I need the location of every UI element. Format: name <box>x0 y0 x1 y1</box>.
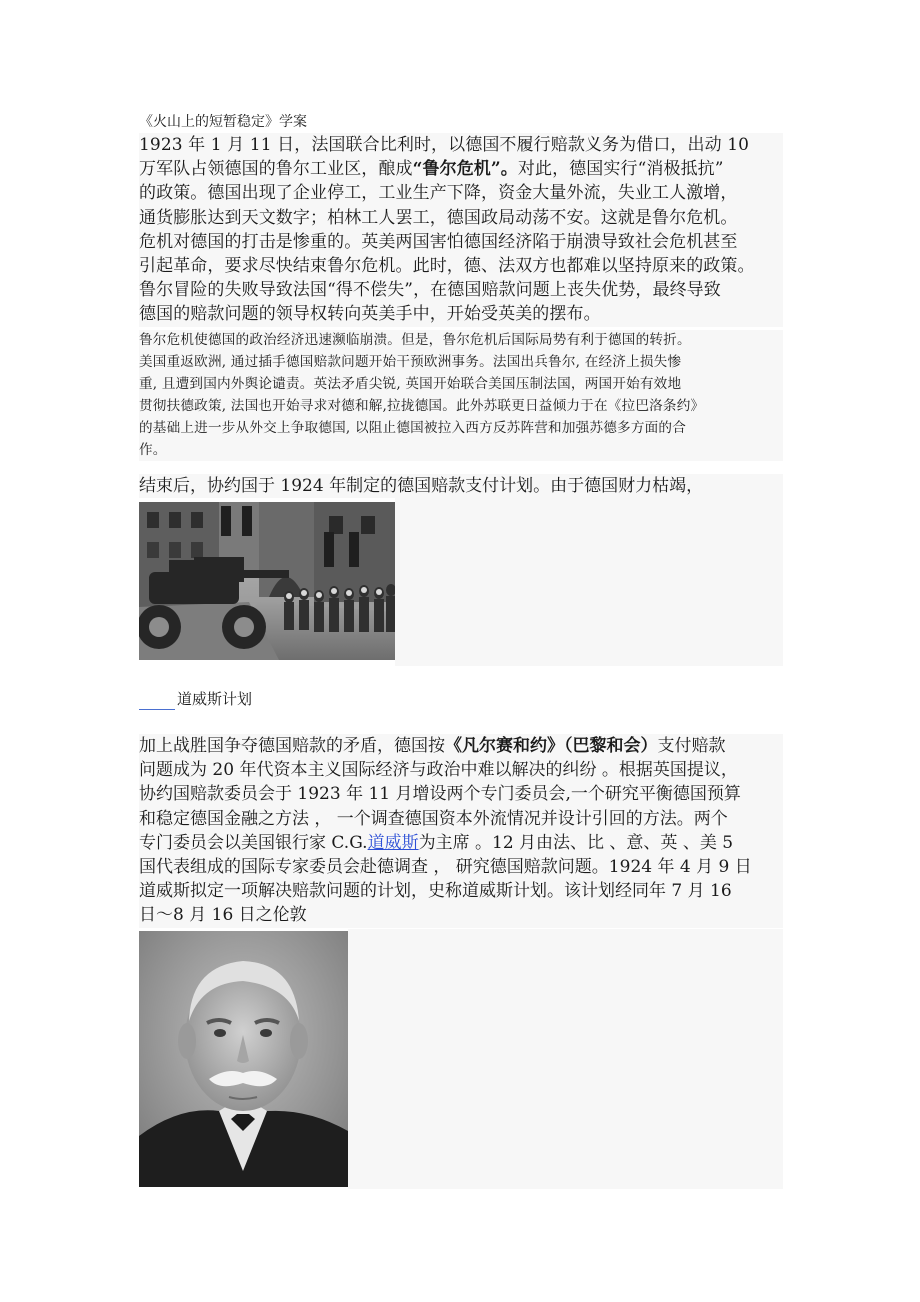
text-line: 重, 且遭到国内外舆论谴责。英法矛盾尖锐, 英国开始联合美国压制法国，两国开始有效地 <box>139 375 682 392</box>
paragraph-dawes-plan <box>139 734 783 928</box>
text-line: 问题成为 20 年代资本主义国际经济与政治中难以解决的纠纷 。根据英国提议， <box>139 760 738 781</box>
text-line: 危机对德国的打击是惨重的。英美两国害怕德国经济陷于崩溃导致社会危机甚至 <box>139 231 738 252</box>
text-line: 德国的赔款问题的领导权转向英美手中，开始受英美的摆布。 <box>139 304 601 325</box>
paragraph-ruhr-crisis <box>139 133 783 327</box>
image-row-background <box>348 929 783 1189</box>
text-line: 国代表组成的国际专家委员会赴德调查 ， 研究德国赔款问题。1924 年 4 月 9 日 <box>139 857 752 878</box>
text-span: 支付赔款 <box>657 736 726 756</box>
dawes-link[interactable]: 道威斯 <box>367 832 419 853</box>
paragraph-reparations-intro <box>139 474 783 498</box>
text-line: 道威斯拟定一项解决赔款问题的计划，史称道威斯计划。该计划经同年 7 月 16 <box>139 881 732 902</box>
text-line <box>139 831 783 855</box>
text-line: 引起革命，要求尽快结束鲁尔危机。此时，德、法双方也都难以坚持原来的政策。 <box>139 256 755 277</box>
text-line <box>139 157 783 181</box>
text-line: 鲁尔危机使德国的政治经济迅速濒临崩溃。但是，鲁尔危机后国际局势有利于德国的转折。 <box>139 332 691 348</box>
text-line: 和稳定德国金融之方法 ， 一个调查德国资本外流情况并设计引回的方法。两个 <box>139 808 728 829</box>
text-line: 的基础上进一步从外交上争取德国, 以阻止德国被拉入西方反苏阵营和加强苏德多方面的合 <box>139 419 686 436</box>
fill-in-blank <box>139 693 175 710</box>
ruhr-occupation-photo <box>139 502 395 660</box>
text-line: 作。 <box>139 441 167 458</box>
text-line: 贯彻扶德政策, 法国也开始寻求对德和解,拉拢德国。此外苏联更日益倾力于在《拉巴洛条约》 <box>139 397 705 414</box>
text-span: 专门委员会以美国银行家 C.G. <box>139 832 368 853</box>
text-span: 为主席 。12 月由法、比 、意、英 、美 5 <box>418 832 734 853</box>
image-row-background <box>395 498 783 666</box>
text-line: 通货膨胀达到天文数字；柏林工人罢工，德国政局动荡不安。这就是鲁尔危机。 <box>139 207 738 228</box>
caption-text: 道威斯计划 <box>177 690 253 708</box>
bold-term-ruhr-crisis: “鲁尔危机”。 <box>412 159 518 180</box>
text-line: 1923 年 1 月 11 日，法国联合比利时，以德国不履行赔款义务为借口，出动 10 <box>139 135 750 155</box>
document-title: 《火山上的短暂稳定》学案 <box>139 114 307 130</box>
text-line: 鲁尔冒险的失败导致法国“得不偿失”，在德国赔款问题上丧失优势，最终导致 <box>139 280 721 301</box>
paragraph-turning-point <box>139 330 783 461</box>
dawes-portrait-photo <box>139 931 348 1187</box>
text-line: 日～8 月 16 日之伦敦 <box>139 905 307 926</box>
bold-term-versailles: 《凡尔赛和约》（巴黎和会） <box>445 736 658 756</box>
text-line: 美国重返欧洲, 通过插手德国赔款问题开始干预欧洲事务。法国出兵鲁尔, 在经济上损失惨 <box>139 353 682 370</box>
text-line: 协约国赔款委员会于 1923 年 11 月增设两个专门委员会,一个研究平衡德国预算 <box>139 784 741 805</box>
text-span: 对此，德国实行“消极抵抗” <box>517 159 724 180</box>
text-line <box>139 734 783 758</box>
text-span: 加上战胜国争夺德国赔款的矛盾，德国按 <box>139 736 445 756</box>
caption-dawes-plan <box>139 688 252 710</box>
text-span: 万军队占领德国的鲁尔工业区，酿成 <box>139 159 413 180</box>
text-line: 结束后，协约国于 1924 年制定的德国赔款支付计划。由于德国财力枯竭， <box>139 476 704 496</box>
text-line: 的政策。德国出现了企业停工，工业生产下降，资金大量外流，失业工人激增， <box>139 183 738 204</box>
